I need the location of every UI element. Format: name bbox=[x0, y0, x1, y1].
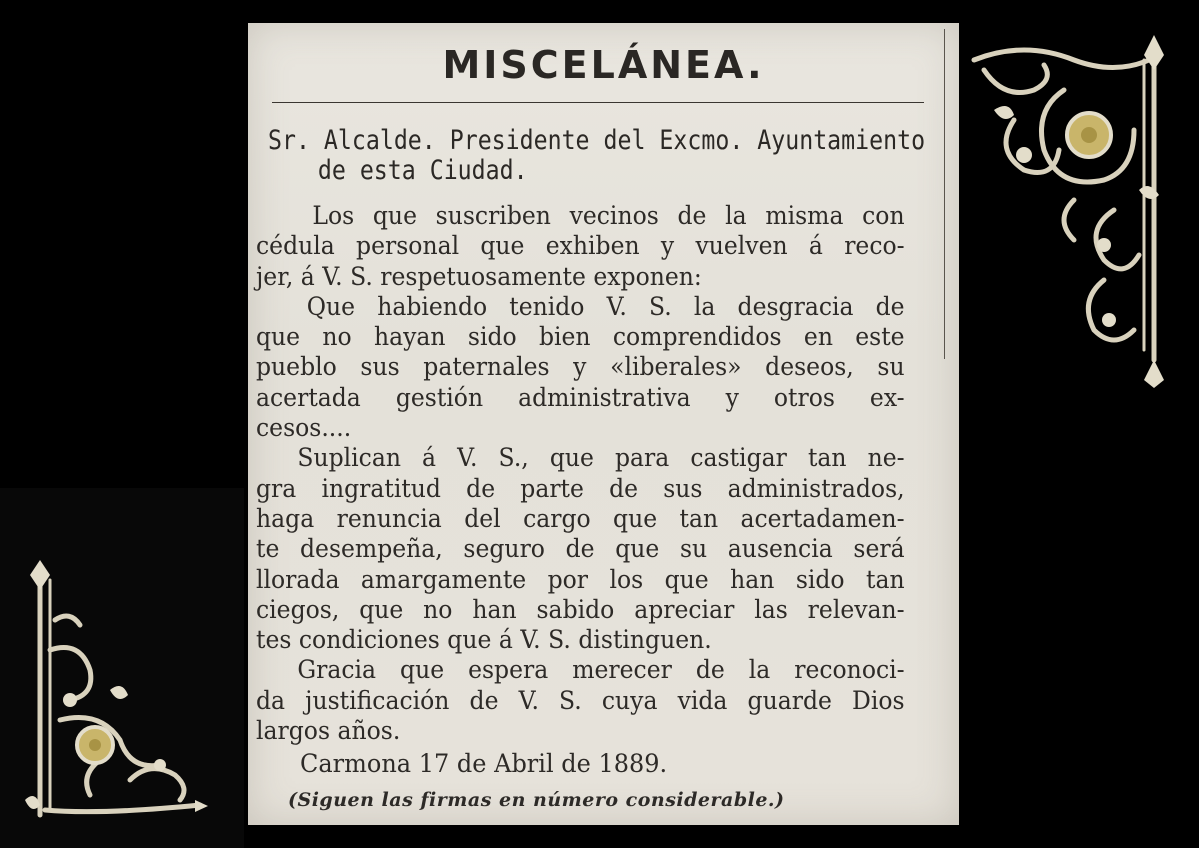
letter-body bbox=[256, 201, 946, 746]
body-line: acertada gestión administrativa y otros ex- bbox=[256, 382, 905, 412]
filigree-corner-ornament-icon bbox=[10, 560, 210, 830]
address-line: Sr. Alcalde. Presidente del Excmo. Ayuntamiento bbox=[268, 125, 926, 156]
newspaper-clipping bbox=[248, 23, 959, 825]
body-line: llorada amargamente por los que han sido tan bbox=[256, 564, 905, 594]
body-line: cédula personal que exhiben y vuelven á reco- bbox=[256, 231, 905, 261]
section-heading: MISCELÁNEA. bbox=[442, 43, 765, 87]
body-line: Los que suscriben vecinos de la misma con bbox=[312, 201, 905, 230]
date-signature: Carmona 17 de Abril de 1889. bbox=[300, 749, 668, 778]
body-line: Que habiendo tenido V. S. la desgracia de bbox=[306, 291, 905, 321]
letter-address bbox=[268, 125, 926, 186]
body-line: largos años. bbox=[256, 716, 401, 746]
signatures-note: (Siguen las firmas en número considerable.) bbox=[288, 789, 785, 811]
body-line: jer, á V. S. respetuosamente exponen: bbox=[256, 261, 702, 291]
body-line: te desempeña, seguro de que su ausencia será bbox=[256, 534, 905, 564]
body-line: da justificación de V. S. cuya vida guarde Dios bbox=[256, 685, 905, 715]
body-line: que no hayan sido bien comprendidos en este bbox=[256, 322, 905, 352]
filigree-corner-ornament-icon bbox=[964, 30, 1184, 390]
heading-divider bbox=[272, 102, 924, 103]
address-line: de esta Ciudad. bbox=[317, 155, 528, 186]
body-line: haga renuncia del cargo que tan acertadamen- bbox=[256, 503, 905, 533]
body-line: tes condiciones que á V. S. distinguen. bbox=[256, 625, 712, 655]
body-line: cesos.... bbox=[256, 413, 352, 443]
body-line: pueblo sus paternales y «liberales» deseos, su bbox=[256, 352, 905, 382]
body-line: Gracia que espera merecer de la reconoci- bbox=[297, 655, 905, 685]
body-line: gra ingratitud de parte de sus administrados, bbox=[256, 473, 905, 503]
body-line: Suplican á V. S., que para castigar tan ne- bbox=[297, 443, 905, 473]
body-line: ciegos, que no han sabido apreciar las relevan- bbox=[256, 594, 905, 624]
